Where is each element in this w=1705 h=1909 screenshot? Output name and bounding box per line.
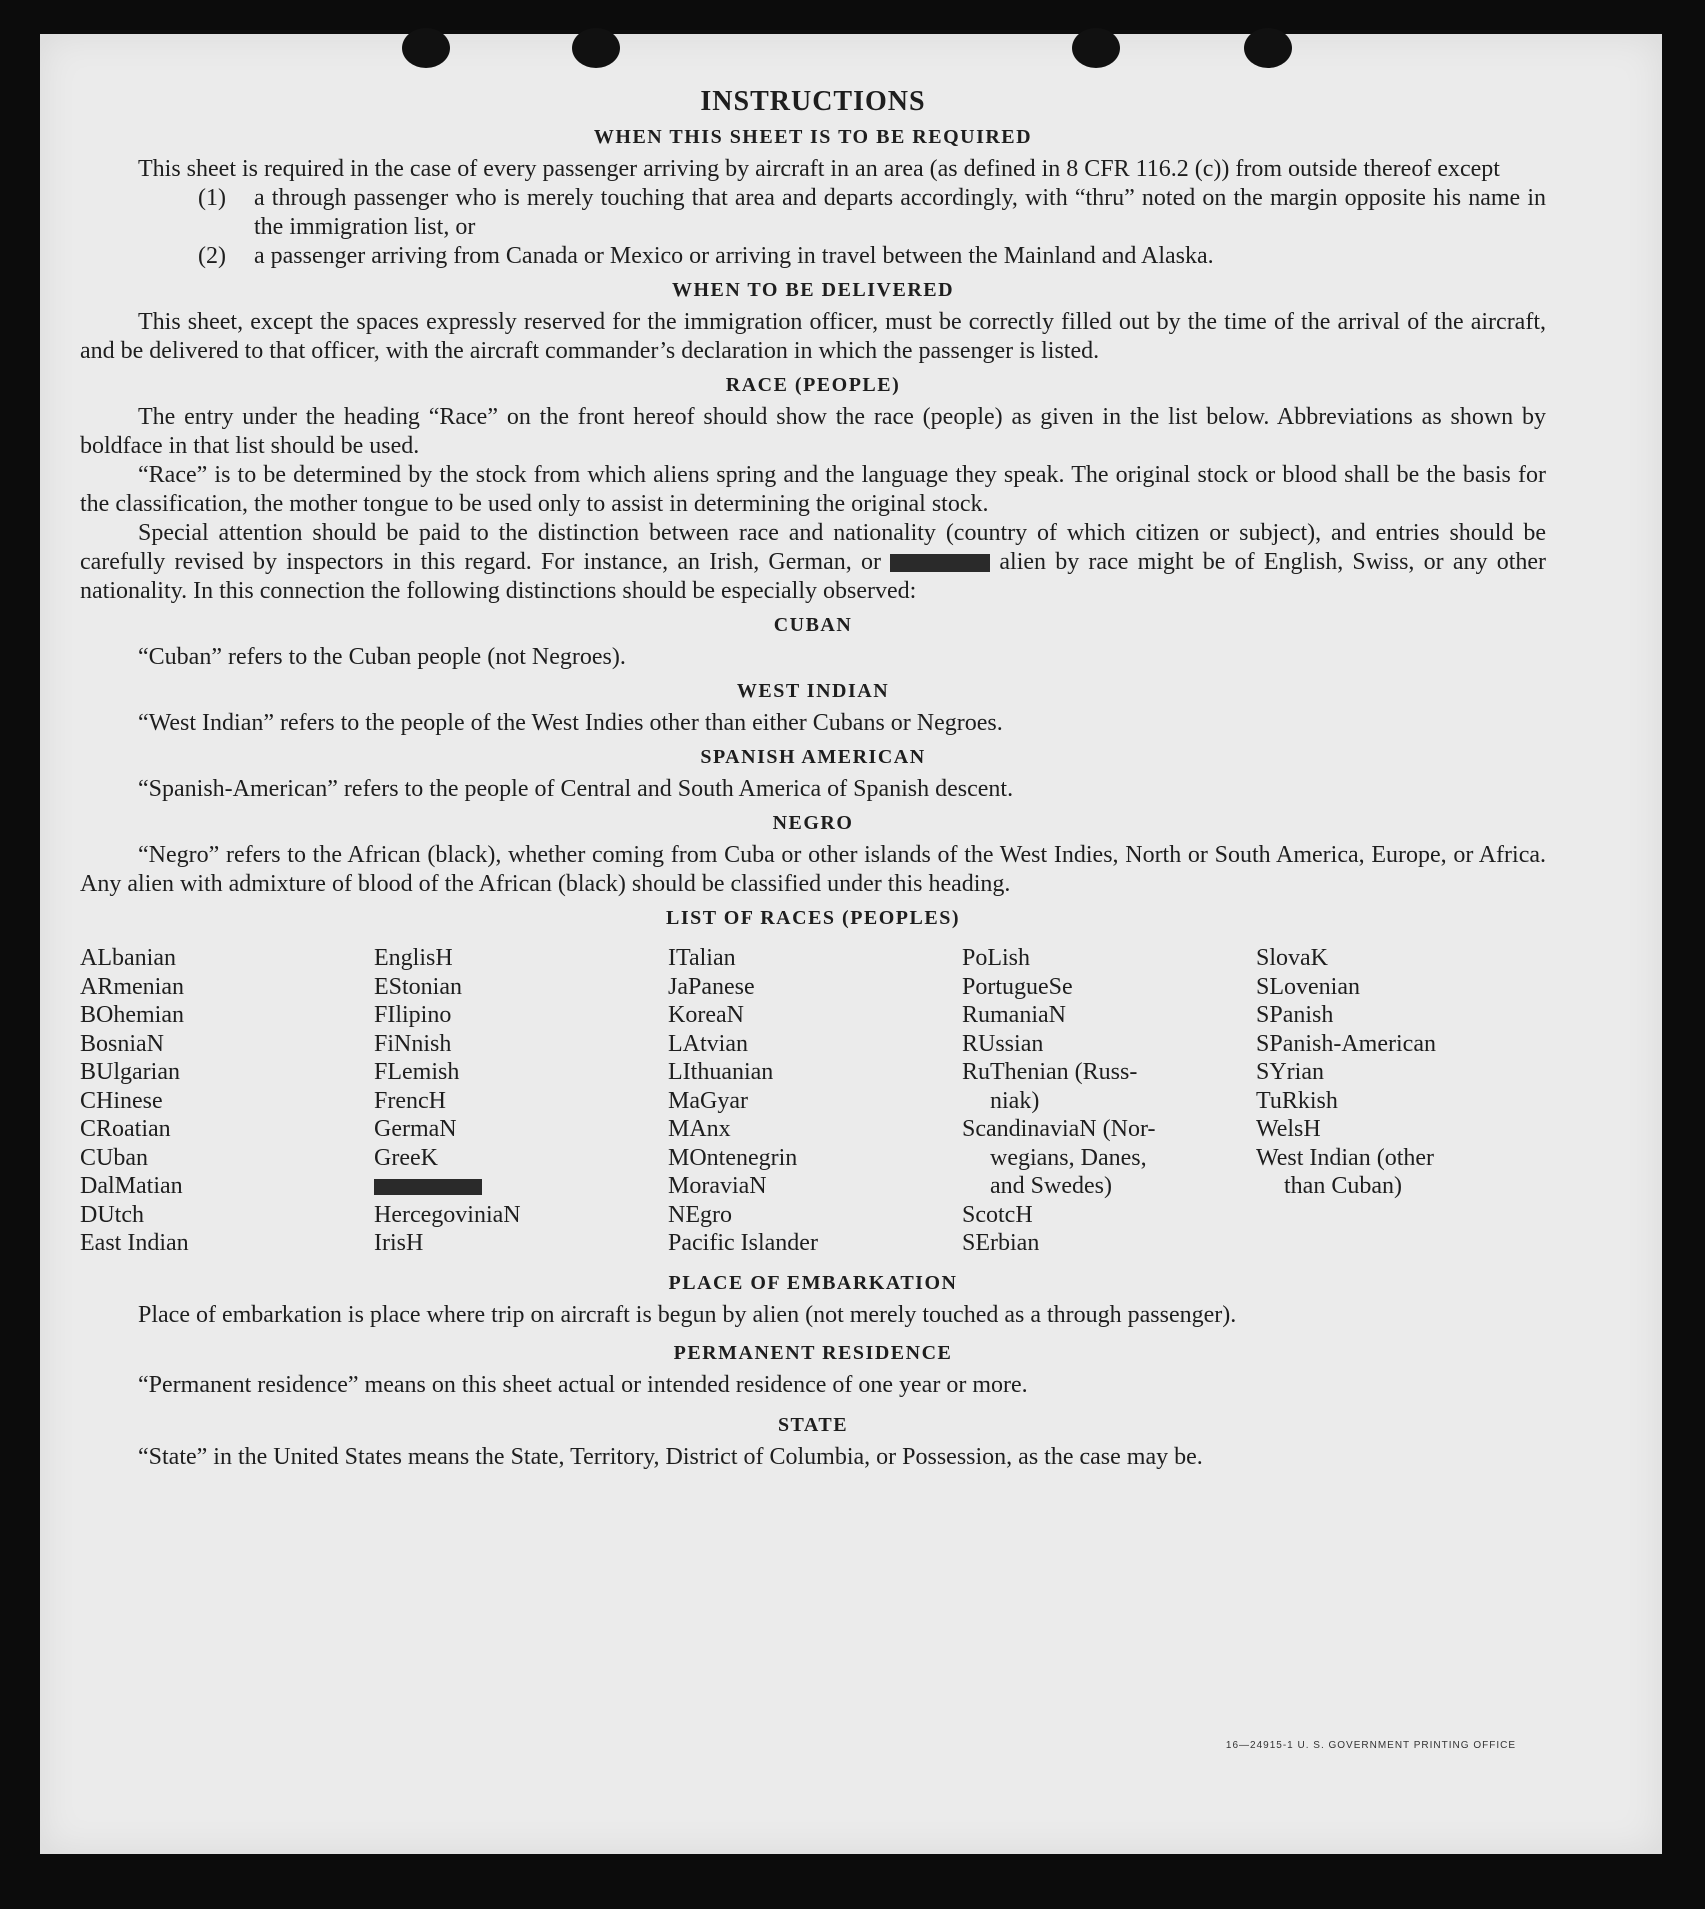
punch-hole [572,28,620,68]
race-entry: East Indian [80,1230,189,1256]
race-entry: SlovaK [1256,945,1328,971]
race-entry: BosniaN [80,1030,164,1057]
exception-item: (2) a passenger arriving from Canada or Mexico or arriving in travel between the Mainland and Alaska. [198,243,1214,269]
section-heading-negro: NEGRO [772,812,854,834]
document-content [80,86,1546,1472]
embarkation-paragraph: Place of embarkation is place where trip on aircraft is begun by alien (not merely touched as a through passenger). [138,1301,1237,1328]
race-entry: ALbanian [80,945,176,971]
spanish-american-paragraph: “Spanish-American” refers to the people of Central and South America of Spanish descent. [138,776,1014,802]
punch-hole [1244,28,1292,68]
race-entry: SYrian [1256,1059,1324,1085]
race-entry: MaGyar [668,1087,748,1114]
race-entry: FiNnish [374,1030,452,1057]
race-entry: RUssian [962,1030,1044,1057]
race-entry: PoLish [962,945,1031,971]
page-title: INSTRUCTIONS [700,86,926,117]
race-entry-continuation: wegians, Danes, [990,1144,1147,1171]
race-entry: CHinese [80,1087,163,1114]
delivered-paragraph: This sheet, except the spaces expressly reserved for the immigration officer, must be correctly filled out by the time of the arrival of the aircraft, and be delivered to that officer, with the aircraft commander’s declaration in which the passenger is listed. [80,309,1546,364]
races-list [80,944,1546,1258]
race-entry: GermaN [374,1116,457,1142]
race-entry: GreeK [374,1144,438,1171]
race-entry: CUban [80,1144,148,1171]
section-heading-required: WHEN THIS SHEET IS TO BE REQUIRED [593,126,1033,148]
race-entry: CRoatian [80,1116,171,1142]
race-entry: IrisH [374,1230,424,1256]
race-entry-continuation: niak) [990,1087,1040,1114]
redaction-mark [374,1179,482,1195]
race-entry: BOhemian [80,1002,184,1028]
race-entry: SErbian [962,1230,1040,1256]
race-entry-continuation: and Swedes) [990,1173,1112,1199]
punch-hole [402,28,450,68]
section-heading-cuban: CUBAN [773,614,853,636]
punch-hole [1072,28,1120,68]
race-entry: West Indian (other [1256,1144,1435,1171]
printer-footer: 16—24915-1 U. S. GOVERNMENT PRINTING OFFICE [1225,1740,1516,1751]
race-paragraph-2: “Race” is to be determined by the stock from which aliens spring and the language they speak. The original stock or blood shall be the basis for the classification, the mother tongue to be used only to assist in determining the original stock. [80,462,1546,517]
races-column [962,944,1256,1258]
race-entry: WelsH [1256,1116,1321,1142]
section-heading-delivered: WHEN TO BE DELIVERED [671,279,955,301]
race-entry: HercegoviniaN [374,1201,521,1228]
race-entry: RuThenian (Russ- [962,1059,1138,1085]
race-entry: FrencH [374,1087,446,1114]
race-entry: SPanish-American [1256,1030,1436,1057]
race-entry-redacted [374,1172,668,1201]
race-entry: BUlgarian [80,1059,180,1085]
races-column [80,944,374,1258]
section-heading-spanish-american: SPANISH AMERICAN [700,746,926,768]
race-entry: ARmenian [80,973,184,1000]
race-entry: ITalian [668,945,736,971]
negro-paragraph: “Negro” refers to the African (black), whether coming from Cuba or other islands of the West Indies, North or South America, Europe, or Africa. Any alien with admixture of blood of the African (black) should be classified under this heading. [80,842,1546,897]
race-entry: ScotcH [962,1201,1033,1228]
race-entry: DalMatian [80,1173,183,1199]
race-entry: NEgro [668,1201,732,1228]
race-entry: SPanish [1256,1002,1334,1028]
race-entry: MAnx [668,1116,731,1142]
race-entry: DUtch [80,1201,144,1228]
cuban-paragraph: “Cuban” refers to the Cuban people (not Negroes). [138,644,626,670]
residence-paragraph: “Permanent residence” means on this sheet actual or intended residence of one year or more. [138,1371,1028,1398]
races-column [374,944,668,1258]
race-entry: JaPanese [668,973,755,1000]
race-entry: KoreaN [668,1002,744,1028]
race-entry: SLovenian [1256,973,1360,1000]
race-entry: EnglisH [374,945,453,971]
section-heading-race: RACE (PEOPLE) [725,374,901,396]
race-entry: RumaniaN [962,1002,1066,1028]
section-heading-west-indian: WEST INDIAN [736,680,890,702]
document-sheet [40,34,1662,1854]
race-entry-continuation: than Cuban) [1284,1173,1402,1199]
race-entry: ScandinaviaN (Nor- [962,1116,1156,1142]
race-entry: Pacific Islander [668,1230,818,1256]
race-entry: TuRkish [1256,1087,1338,1114]
section-heading-state: STATE [777,1413,849,1436]
exception-item: (1) a through passenger who is merely touching that area and departs accordingly, with “thru” noted on the margin opposite his name in the immigration list, or [198,185,1546,240]
section-heading-embarkation: PLACE OF EMBARKATION [668,1271,958,1294]
race-entry: PortugueSe [962,973,1073,1000]
state-paragraph: “State” in the United States means the State, Territory, District of Columbia, or Possession, as the case may be. [138,1443,1203,1470]
race-entry: LAtvian [668,1030,748,1057]
races-column [668,944,962,1258]
race-entry: MoraviaN [668,1173,767,1199]
race-entry: EStonian [374,973,462,1000]
redaction-mark [890,554,990,572]
race-entry: LIthuanian [668,1059,774,1085]
race-entry: MOntenegrin [668,1144,798,1171]
section-heading-list: LIST OF RACES (PEOPLES) [665,907,960,929]
race-paragraph-3: Special attention should be paid to the distinction between race and nationality (country of which citizen or subject), and entries should be carefully revised by inspectors in this regard. For instance, an Irish, German, or alien by race might be of English, Swiss, or any other nationality. In this connection the following distinctions should be especially observed: [80,520,1547,604]
west-indian-paragraph: “West Indian” refers to the people of the West Indies other than either Cubans or Negroes. [138,710,1003,736]
races-column [1256,944,1546,1258]
race-paragraph-1: The entry under the heading “Race” on the front hereof should show the race (people) as given in the list below. Abbreviations as shown by boldface in that list should be used. [80,404,1546,459]
section-heading-residence: PERMANENT RESIDENCE [673,1341,953,1364]
race-entry: FIlipino [374,1002,452,1028]
required-paragraph: This sheet is required in the case of every passenger arriving by aircraft in an area (as defined in 8 CFR 116.2 (c)) from outside thereof except [138,156,1500,182]
race-entry: FLemish [374,1059,460,1085]
